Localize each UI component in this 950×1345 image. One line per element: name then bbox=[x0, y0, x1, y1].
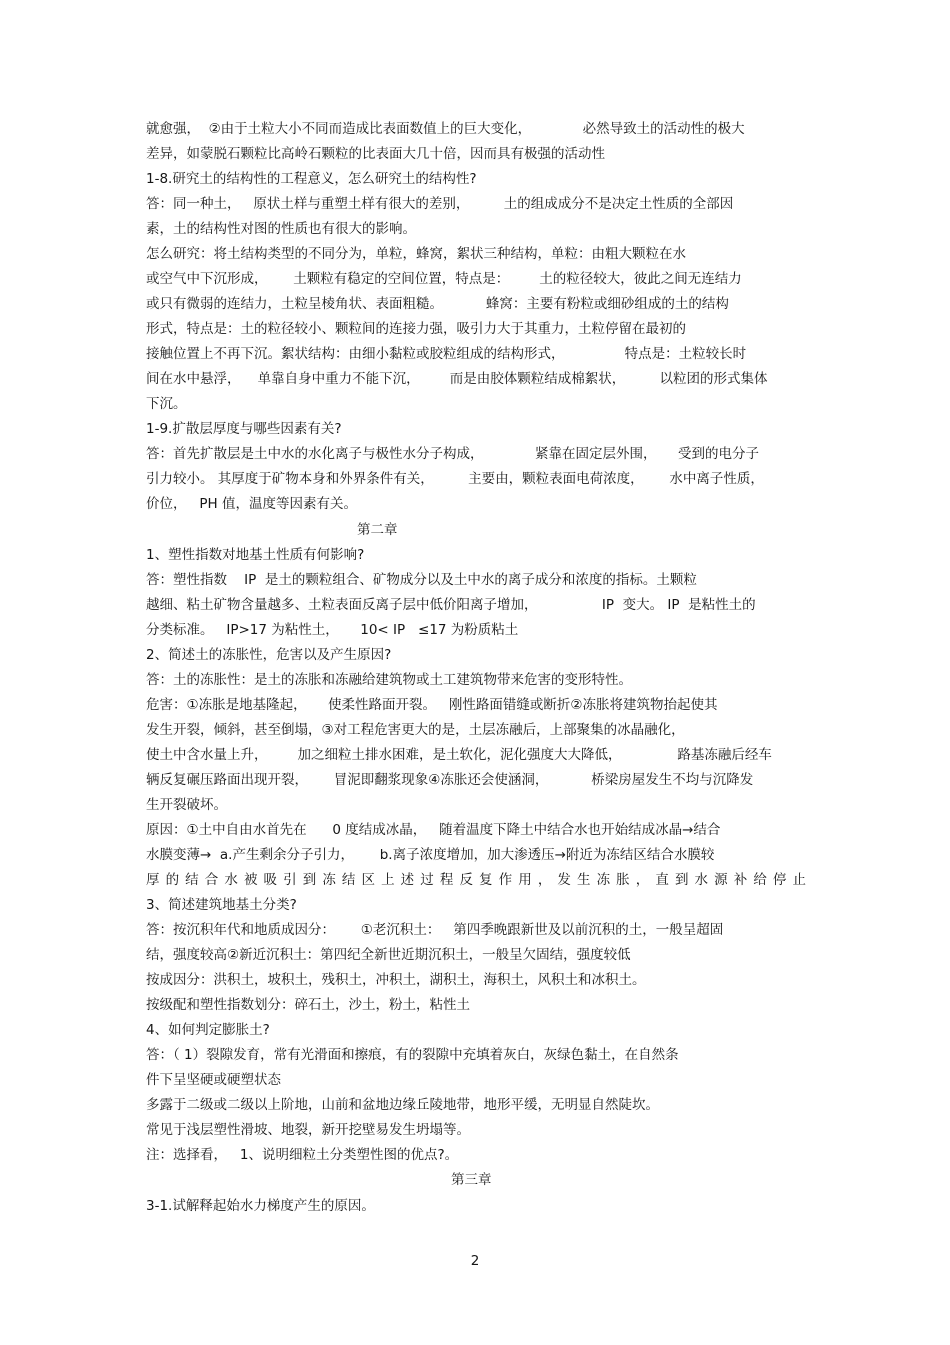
text-line: 答：首先扩散层是土中水的水化离子与极性水分子构成， 紧靠在固定层外围， 受到的电分子 bbox=[146, 446, 759, 462]
text-line: 原因：①土中自由水首先在 0 度结成冰晶， 随着温度下降土中结合水也开始结成冰晶→结合 bbox=[146, 822, 721, 838]
question-heading: 2、简述土的冻胀性，危害以及产生原因? bbox=[146, 647, 392, 663]
text-line: 间在水中悬浮， 单靠自身中重力不能下沉， 而是由胶体颗粒结成棉絮状， 以粒团的形式集体 bbox=[146, 371, 768, 387]
text-line: 答：塑性指数 IP 是土的颗粒组合、矿物成分以及土中水的离子成分和浓度的指标。土颗粒 bbox=[146, 572, 697, 588]
chapter-heading: 第二章 bbox=[357, 522, 398, 538]
text-line: 结，强度较高②新近沉积土：第四纪全新世近期沉积土，一般呈欠固结，强度较低 bbox=[146, 947, 631, 963]
text-line: 越细、粘土矿物含量越多、土粒表面反离子层中低价阳离子增加， IP 变大。 IP 是粘性土的 bbox=[146, 597, 756, 613]
question-heading: 3、简述建筑地基土分类? bbox=[146, 897, 297, 913]
chapter-heading: 第三章 bbox=[451, 1172, 492, 1188]
question-heading: 3-1.试解释起始水力梯度产生的原因。 bbox=[146, 1198, 375, 1214]
text-line: 素，土的结构性对图的性质也有很大的影响。 bbox=[146, 221, 416, 237]
text-line: 常见于浅层塑性滑坡、地裂，新开挖壁易发生坍塌等。 bbox=[146, 1122, 470, 1138]
text-line: 辆反复碾压路面出现开裂， 冒泥即翻浆现象④冻胀还会使涵洞， 桥梁房屋发生不均与沉降发 bbox=[146, 772, 754, 788]
text-line: 分类标准。 IP>17 为粘性土， 10< IP ≤17 为粉质粘土 bbox=[146, 622, 519, 638]
question-heading: 1、塑性指数对地基土性质有何影响? bbox=[146, 547, 365, 563]
text-line: 价位， PH 值，温度等因素有关。 bbox=[146, 496, 357, 512]
text-line: 引力较小。 其厚度于矿物本身和外界条件有关， 主要由，颗粒表面电荷浓度， 水中离子性质， bbox=[146, 471, 764, 487]
text-line: 怎么研究：将土结构类型的不同分为，单粒，蜂窝，絮状三种结构，单粒：由粗大颗粒在水 bbox=[146, 246, 686, 262]
text-line: 或空气中下沉形成， 土颗粒有稳定的空间位置，特点是： 土的粒径较大，彼此之间无连结力 bbox=[146, 271, 742, 287]
page-number: 2 bbox=[470, 1253, 480, 1269]
text-line: 使土中含水量上升， 加之细粒土排水困难，是土软化，泥化强度大大降低， 路基冻融后经车 bbox=[146, 747, 772, 763]
text-line: 就愈强， ②由于土粒大小不同而造成比表面数值上的巨大变化， 必然导致土的活动性的极大 bbox=[146, 121, 745, 137]
question-heading: 1-9.扩散层厚度与哪些因素有关? bbox=[146, 421, 342, 437]
question-heading: 1-8.研究土的结构性的工程意义，怎么研究土的结构性? bbox=[146, 171, 477, 187]
text-line-justified: 厚的结合水被吸引到冻结区上述过程反复作用，发生冻胀，直到水源补给停止 bbox=[146, 872, 806, 888]
text-line: 形式，特点是：土的粒径较小、颗粒间的连接力强，吸引力大于其重力，土粒停留在最初的 bbox=[146, 321, 686, 337]
text-line: 水膜变薄→ a.产生剩余分子引力， b.离子浓度增加，加大渗透压→附近为冻结区结合水膜较 bbox=[146, 847, 715, 863]
text-line: 生开裂破坏。 bbox=[146, 797, 227, 813]
text-line: 发生开裂，倾斜，甚至倒塌，③对工程危害更大的是，土层冻融后，上部聚集的冰晶融化， bbox=[146, 722, 685, 738]
text-line: 下沉。 bbox=[146, 396, 187, 412]
text-line: 按成因分：洪积土，坡积土，残积土，冲积土，湖积土，海积土，风积土和冰积土。 bbox=[146, 972, 646, 988]
text-line: 多露于二级或二级以上阶地，山前和盆地边缘丘陵地带，地形平缓，无明显自然陡坎。 bbox=[146, 1097, 659, 1113]
text-line: 或只有微弱的连结力，土粒呈棱角状、表面粗糙。 蜂窝：主要有粉粒或细砂组成的土的结构 bbox=[146, 296, 729, 312]
question-heading: 4、如何判定膨胀土? bbox=[146, 1022, 270, 1038]
text-line: 注：选择看， 1、说明细粒土分类塑性图的优点?。 bbox=[146, 1147, 459, 1163]
text-line: 答：同一种土， 原状土样与重塑土样有很大的差别， 土的组成成分不是决定土性质的全部因 bbox=[146, 196, 734, 212]
text-line: 按级配和塑性指数划分：碎石土，沙土，粉土，粘性土 bbox=[146, 997, 470, 1013]
text-line: 答：按沉积年代和地质成因分： ①老沉积土： 第四季晚跟新世及以前沉积的土，一般呈超固 bbox=[146, 922, 724, 938]
text-line: 件下呈坚硬或硬塑状态 bbox=[146, 1072, 281, 1088]
text-line: 答：土的冻胀性：是土的冻胀和冻融给建筑物或土工建筑物带来危害的变形特性。 bbox=[146, 672, 632, 688]
text-line: 差异，如蒙脱石颗粒比高岭石颗粒的比表面大几十倍，因而具有极强的活动性 bbox=[146, 146, 605, 162]
text-line: 答：（ 1）裂隙发育，常有光滑面和擦痕，有的裂隙中充填着灰白，灰绿色黏土，在自然条 bbox=[146, 1047, 679, 1063]
text-line: 危害：①冻胀是地基隆起， 使柔性路面开裂。 刚性路面错缝或断折②冻胀将建筑物抬起使其 bbox=[146, 697, 718, 713]
text-line: 接触位置上不再下沉。絮状结构：由细小黏粒或胶粒组成的结构形式， 特点是：土粒较长时 bbox=[146, 346, 747, 362]
